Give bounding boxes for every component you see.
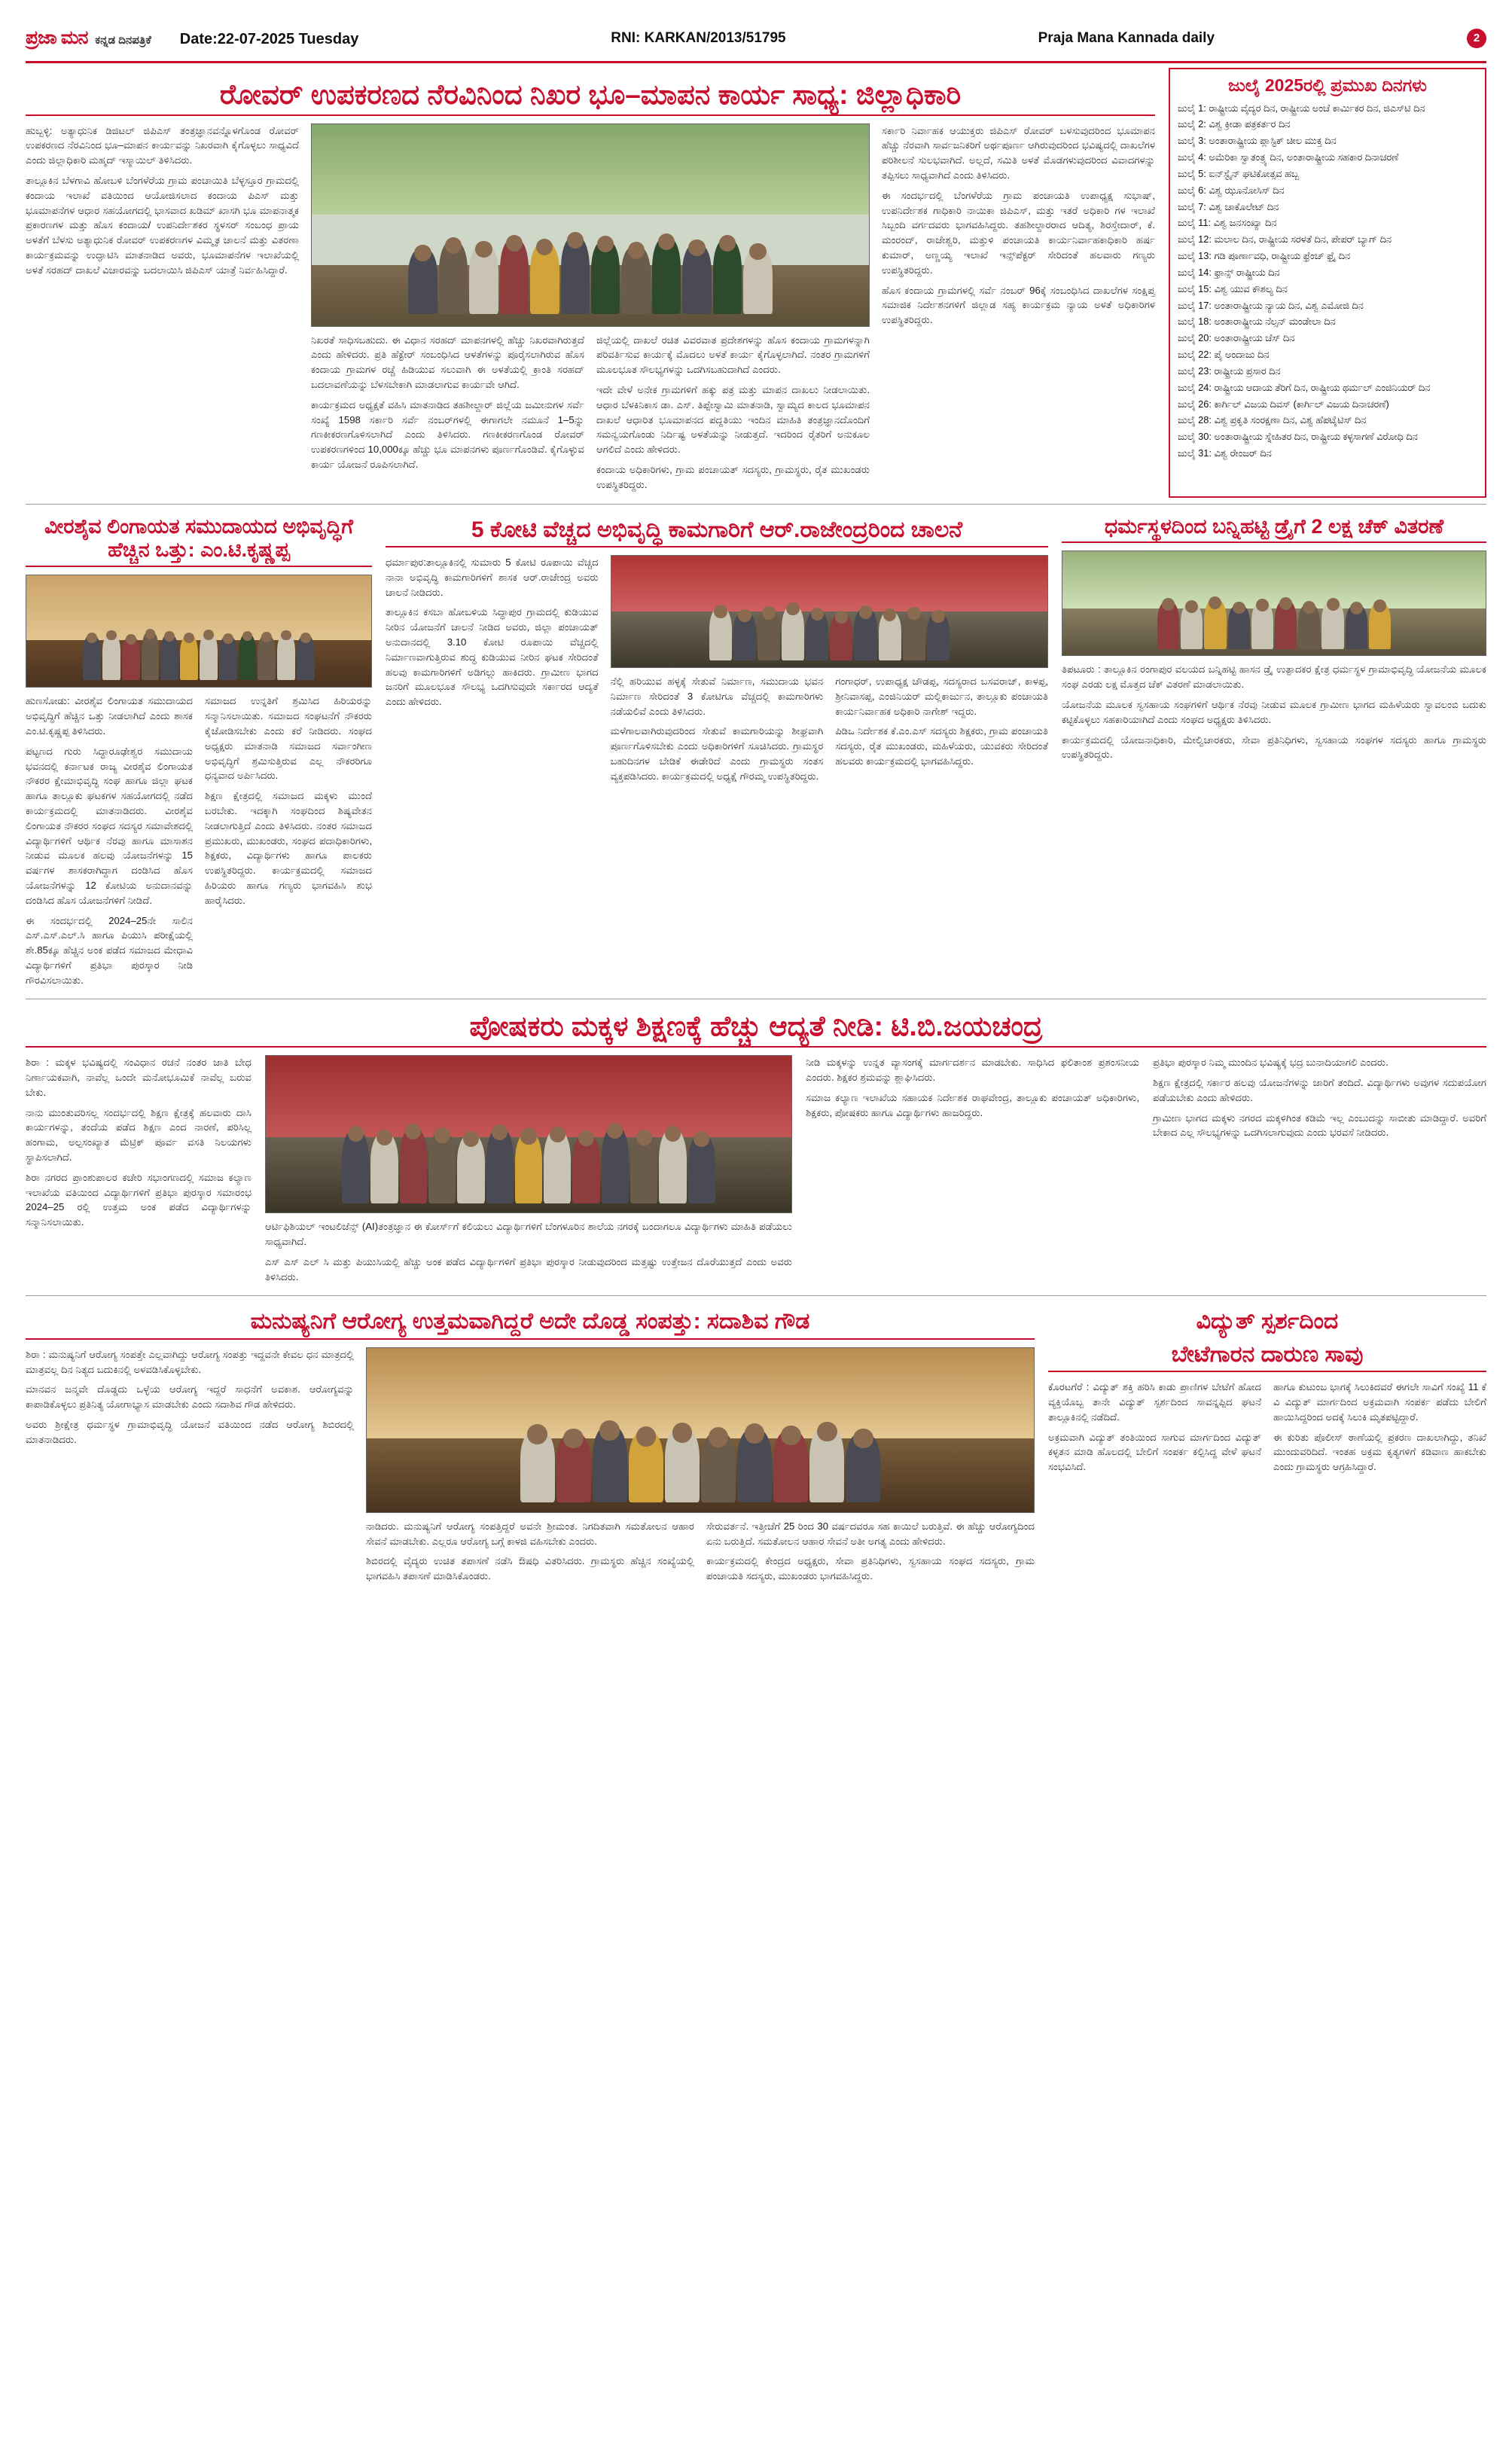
list-item: ಜುಲೈ 15: ವಿಶ್ವ ಯುವ ಕೌಶಲ್ಯ ದಿನ	[1178, 282, 1288, 294]
five-crore-para: ಮಳೆಗಾಲವಾಗಿರುವುದರಿಂದ ಸೇತುವೆ ಕಾಮಗಾರಿಯನ್ನು ಶೀಘ್ರವಾಗಿ ಪೂರ್ಣಗೊಳಿಸಬೇಕು ಎಂದು ಅಧಿಕಾರಿಗಳಿಗೆ ಸೂಚಿಸಿದರು. ಗ್ರಾಮಸ್ಥರ ಬಹುದಿನಗಳ ಬೇಡಿಕೆ ಈಡೇರಿದೆ ಎಂದು ಗ್ರಾಮಸ್ಥರು ಸಂತಸ ವ್ಯಕ್ತಪಡಿಸಿದರು. ಕಾರ್ಯಕ್ರಮದಲ್ಲಿ ಅಧ್ಯಕ್ಷೆ ಗೌರಮ್ಮ ಉಪಸ್ಥಿತರಿದ್ದರು.	[610, 725, 824, 782]
education-headline: ಪೋಷಕರು ಮಕ್ಕಳ ಶಿಕ್ಷಣಕ್ಕೆ ಹೆಚ್ಚು ಆದ್ಯತೆ ನೀಡಿ: ಟಿ.ಬಿ.ಜಯಚಂದ್ರ	[469, 1011, 1043, 1042]
lingayat-story	[26, 511, 372, 993]
lead-para: ಜಿಲ್ಲೆಯಲ್ಲಿ ದಾಖಲೆ ರಚಿತ ವಿವರವಾತ ಪ್ರದೇಶಗಳನ್ನು ಹೊಸ ಕಂದಾಯ ಗ್ರಾಮಗಳನ್ನಾಗಿ ಪರಿವರ್ತಿಸುವ ಕಾರ್ಯಕ್ಕೆ ಮೊದಲು ಅಳತೆ ಕಾರ್ಯ ಕೈಗೊಳ್ಳಲಾಗಿದೆ. ನಂತರ ಗ್ರಾಮಗಳಿಗೆ ಮೂಲಭೂತ ಸೌಲಭ್ಯಗಳನ್ನು ಒದಗಿಸಬಹುದಾಗಿದೆ ಎಂದರು.	[596, 334, 870, 376]
list-item: ಜುಲೈ 13: ಗಡಿ ಪೂರ್ಣಾವಧಿ, ರಾಷ್ಟ್ರೀಯ ಫ್ರೆಂಚ್ ಫ್ರೈ ದಿನ	[1178, 250, 1351, 262]
health-story	[26, 1302, 1035, 1589]
publication-logo-subtitle: ಕನ್ನಡ ದಿನಪತ್ರಿಕೆ	[95, 34, 151, 47]
list-item: ಜುಲೈ 24: ರಾಷ್ಟ್ರೀಯ ಆದಾಯ ತೆರಿಗೆ ದಿನ, ರಾಷ್ಟ್ರೀಯ ಥರ್ಮಲ್ ಎಂಜಿನಿಯರ್ ದಿನ	[1178, 381, 1431, 393]
lingayat-para: ಸಮಾಜದ ಉನ್ನತಿಗೆ ಶ್ರಮಿಸಿದ ಹಿರಿಯರನ್ನು ಸನ್ಮಾನಿಸಲಾಯಿತು. ಸಮಾಜದ ಸಂಘಟನೆಗೆ ನೌಕರರು ಕೈಜೋಡಿಸಬೇಕು ಎಂದು ಕರೆ ನೀಡಿದರು. ಸಂಘದ ಅಧ್ಯಕ್ಷರು ಮಾತನಾಡಿ ಸಮಾಜದ ಸರ್ವಾಂಗೀಣ ಅಭಿವೃದ್ಧಿಗೆ ಶ್ರಮಿಸುತ್ತಿರುವ ಎಲ್ಲ ನೌಕರರಿಗೂ ಧನ್ಯವಾದ ಅರ್ಪಿಸಿದರು.	[205, 695, 372, 782]
top-section	[26, 68, 1486, 498]
list-item: ಜುಲೈ 1: ರಾಷ್ಟ್ರೀಯ ವೈದ್ಯರ ದಿನ, ರಾಷ್ಟ್ರೀಯ ಅಂಚೆ ಕಾರ್ಮಿಕರ ದಿನ, ಜಿಎಸ್‌ಟಿ ದಿನ	[1178, 102, 1425, 114]
publication-title: Praja Mana Kannada daily	[1038, 29, 1215, 46]
divider	[26, 1338, 1035, 1340]
temple-photo	[1062, 551, 1486, 656]
list-item: ಜುಲೈ 31: ವಿಶ್ವ ರೇಂಜರ್ ದಿನ	[1178, 447, 1272, 459]
lingayat-para: ಪಟ್ಟಣದ ಗುರು ಸಿದ್ಧಾರೂಢೇಶ್ವರ ಸಮುದಾಯ ಭವನದಲ್ಲಿ ಕರ್ನಾಟಕ ರಾಜ್ಯ ವೀರಶೈವ ಲಿಂಗಾಯತ ನೌಕರರ ಕ್ಷೇಮಾಭಿವೃದ್ಧಿ ಸಂಘ ಹಾಗೂ ಜಿಲ್ಲಾ ಘಟಕ ಹಾಗೂ ತಾಲ್ಲೂಕು ಘಟಕಗಳ ಸಹಯೋಗದಲ್ಲಿ ನಡೆದ ಕಾರ್ಯಕ್ರಮದಲ್ಲಿ ಮಾತನಾಡಿದರು. ವೀರಶೈವ ಲಿಂಗಾಯತ ನೌಕರರ ಸಂಘದ ಸದಸ್ಯರ ಸಮಾವೇಶದಲ್ಲಿ ವಿದ್ಯಾರ್ಥಿಗಳಿಗೆ ಆರ್ಥಿಕ ನೆರವು ಹಾಗೂ ಮಾಸಾಶನ ನೀಡುವ ಮೂಲಕ ಹಲವು ಯೋಜನೆಗಳನ್ನು 15 ವರ್ಷಗಳ ಶಾಸಕರಾಗಿದ್ದಾಗ ದಂಡಿಸಿದ ಹೊಸ ಯೋಜನೆಗಳನ್ನು 12 ಕೋಟಿಯ ಅನುದಾನವನ್ನು ದಂಡಿಸಿದ ಹೊಸ ಯೋಜನೆಗಳಿಗೆ ನೀಡಿದೆ.	[26, 745, 193, 906]
divider	[1048, 1371, 1486, 1372]
list-item: ಜುಲೈ 4: ಅಮೆರಿಕಾ ಸ್ವಾತಂತ್ರ್ಯ ದಿನ, ಅಂತಾರಾಷ್ಟ್ರೀಯ ಸಹಕಾರ ದಿನಾಚರಣೆ	[1178, 151, 1399, 163]
divider	[26, 504, 1486, 505]
list-item: ಜುಲೈ 30: ಅಂತಾರಾಷ್ಟ್ರೀಯ ಸ್ನೇಹಿತರ ದಿನ, ರಾಷ್ಟ್ರೀಯ ಕಳ್ಳಸಾಗಣೆ ವಿರೋಧಿ ದಿನ	[1178, 431, 1418, 443]
divider	[26, 114, 1155, 116]
education-para: ಶಿಕ್ಷಣ ಕ್ಷೇತ್ರದಲ್ಲಿ ಸರ್ಕಾರ ಹಲವು ಯೋಜನೆಗಳನ್ನು ಜಾರಿಗೆ ತಂದಿದೆ. ವಿದ್ಯಾರ್ಥಿಗಳು ಅವುಗಳ ಸದುಪಯೋಗ ಪಡೆಯಬೇಕು ಎಂದು ಹೇಳಿದರು.	[1153, 1076, 1486, 1103]
lead-para: ಹೊಸ ಕಂದಾಯ ಗ್ರಾಮಗಳಲ್ಲಿ ಸರ್ವೆ ನಂಬರ್ 96ಕ್ಕೆ ಸಂಬಂಧಿಸಿದ ದಾಖಲೆಗಳ ಸಂಕ್ಷಿಪ್ತ ಸಮಾಜಿಕ ನಿರ್ದೇಶನಗಳಿಗೆ ಜಿಲ್ಲಾಡ ಸಹ್ಯ ಕಾರ್ಯಕ್ರಮ ನ್ಯಾಯ ಅಳತೆ ಅಧಿಕಾರಿಗಳ ಉಪಸ್ಥಿತರಿದ್ದರು.	[882, 284, 1155, 326]
lead-column-4	[882, 124, 1155, 498]
education-para: ಶಿರಾ ನಗರದ ಪ್ರಾಂಶುಪಾಲರ ಕಚೇರಿ ಸಭಾಂಗಣದಲ್ಲಿ ಸಮಾಜ ಕಲ್ಯಾಣ ಇಲಾಖೆಯ ವತಿಯಿಂದ ವಿದ್ಯಾರ್ಥಿಗಳಿಗೆ ಪ್ರತಿಭಾ ಪುರಸ್ಕಾರ ಸಮಾರಂಭ 2024–25 ರಲ್ಲಿ ಉತ್ತಮ ಅಂಕ ಪಡೆದ ವಿದ್ಯಾರ್ಥಿಗಳನ್ನು ಸನ್ಮಾನಿಸಲಾಯಿತು.	[26, 1171, 251, 1228]
health-para: ಮಾನವನ ಜನ್ಮವೇ ದೊಡ್ಡದು ಒಳ್ಳೆಯ ಆರೋಗ್ಯ ಇದ್ದರೆ ಸಾಧನೆಗೆ ಅವಕಾಶ. ಆರೋಗ್ಯವನ್ನು ಕಾಪಾಡಿಕೊಳ್ಳಲು ಪ್ರತಿನಿತ್ಯ ಯೋಗಾಭ್ಯಾಸ ಮಾಡಬೇಕು ಎಂದು ಸದಾಶಿವ ಗೌಡ ಹೇಳಿದರು.	[26, 1383, 354, 1411]
lingayat-para: ಶಿಕ್ಷಣ ಕ್ಷೇತ್ರದಲ್ಲಿ ಸಮಾಜದ ಮಕ್ಕಳು ಮುಂದೆ ಬರಬೇಕು. ಇದಕ್ಕಾಗಿ ಸಂಘದಿಂದ ಶಿಷ್ಯವೇತನ ನೀಡಲಾಗುತ್ತಿದೆ ಎಂದು ತಿಳಿಸಿದರು. ನಂತರ ಸಮಾಜದ ಪ್ರಮುಖರು, ಮುಖಂಡರು, ಸಂಘದ ಪದಾಧಿಕಾರಿಗಳು, ಶಿಕ್ಷಕರು, ವಿದ್ಯಾರ್ಥಿಗಳು ಹಾಗೂ ಪಾಲಕರು ಉಪಸ್ಥಿತರಿದ್ದರು. ಕಾರ್ಯಕ್ರಮದಲ್ಲಿ ಸಮಾಜದ ಹಿರಿಯರು ಹಾಗೂ ಗಣ್ಯರು ಭಾಗವಹಿಸಿ ಶುಭ ಹಾರೈಸಿದರು.	[205, 790, 372, 906]
education-para: ಸಮಾಜ ಕಲ್ಯಾಣ ಇಲಾಖೆಯ ಸಹಾಯಕ ನಿರ್ದೇಶಕ ರಾಘವೇಂದ್ರ, ತಾಲ್ಲೂಕು ಪಂಚಾಯತ್ ಅಧಿಕಾರಿಗಳು, ಶಿಕ್ಷಕರು, ಪೋಷಕರು ಹಾಗೂ ವಿದ್ಯಾರ್ಥಿಗಳು ಹಾಜರಿದ್ದರು.	[806, 1091, 1139, 1118]
list-item: ಜುಲೈ 11: ವಿಶ್ವ ಜನಸಂಖ್ಯಾ ದಿನ	[1178, 217, 1277, 229]
lead-column-2	[311, 124, 870, 498]
education-story	[26, 1010, 1486, 1289]
list-item: ಜುಲೈ 6: ವಿಶ್ವ ಝೂನೋಸಿಸ್ ದಿನ	[1178, 184, 1285, 196]
five-crore-para: ಗಂಗಾಧರ್, ಉಪಾಧ್ಯಕ್ಷ ಚೌಡಪ್ಪ, ಸದಸ್ಯರಾದ ಬಸವರಾಜ್, ಕಾಳಪ್ಪ, ಶ್ರೀನಿವಾಸಪ್ಪ, ಎಂಜಿನಿಯರ್ ಮಲ್ಲಿಕಾರ್ಜುನ, ತಾಲ್ಲೂಕು ಪಂಚಾಯತಿ ಕಾರ್ಯನಿರ್ವಾಹಕ ಅಧಿಕಾರಿ ನಾಗೇಶ್ ಇದ್ದರು.	[835, 676, 1048, 717]
list-item: ಜುಲೈ 5: ಐನ್‌ಸ್ಟೈನ್ ಘಟಿಕೋತ್ಸವ ಹಬ್ಬ	[1178, 167, 1300, 179]
lead-headline: ರೋವರ್ ಉಪಕರಣದ ನೆರವಿನಿಂದ ನಿಖರ ಭೂ–ಮಾಪನ ಕಾರ್ಯ ಸಾಧ್ಯ: ಜಿಲ್ಲಾಧಿಕಾರಿ	[219, 79, 962, 110]
list-item: ಜುಲೈ 12: ಮಲಾಲ ದಿನ, ರಾಷ್ಟ್ರೀಯ ಸರಳತೆ ದಿನ, ಪೇಪರ್ ಬ್ಯಾಗ್ ದಿನ	[1178, 233, 1392, 246]
important-days-list	[1178, 101, 1477, 461]
five-crore-photo	[611, 555, 1048, 668]
lead-para: ಕಂದಾಯ ಅಧಿಕಾರಿಗಳು, ಗ್ರಾಮ ಪಂಚಾಯತ್ ಸದಸ್ಯರು, ಗ್ರಾಮಸ್ಥರು, ರೈತ ಮುಖಂಡರು ಉಪಸ್ಥಿತರಿದ್ದರು.	[596, 464, 870, 490]
electric-para: ಹಾಗೂ ಕುಟುಂಬ ಭಾಗಕ್ಕೆ ಸಿಲುಕಿದವರೆ ಈಗಲೇ ಸಾವಿಗೆ ಸಂಖ್ಯೆ 11 ಕೆ ವಿ ವಿದ್ಯುತ್ ಮಾರ್ಗದಿಂದ ಅಕ್ರಮವಾಗಿ ಸಂಪರ್ಕ ಪಡೆದು ಬೇಲಿಗೆ ಹಾಯಿಸಿದ್ದರಿಂದ ಅದಕ್ಕೆ ಸಿಲುಕಿ ಮೃತಪಟ್ಟಿದ್ದಾರೆ.	[1273, 1381, 1486, 1423]
education-para: ಎಸ್ ಎಸ್ ಎಲ್ ಸಿ ಮತ್ತು ಪಿಯುಸಿಯಲ್ಲಿ ಹೆಚ್ಚು ಅಂಕ ಪಡೆದ ವಿದ್ಯಾರ್ಥಿಗಳಿಗೆ ಪ್ರತಿಭಾ ಪುರಸ್ಕಾರ ನೀಡುವುದರಿಂದ ಮತ್ತಷ್ಟು ಉತ್ತೇಜನ ದೊರೆಯುತ್ತದೆ ಎಂದು ಅವರು ತಿಳಿಸಿದರು.	[265, 1255, 792, 1283]
five-crore-para: ಧರ್ಮಾಪುರ:ತಾಲ್ಲೂಕಿನಲ್ಲಿ ಸುಮಾರು 5 ಕೋಟಿ ರೂಪಾಯಿ ವೆಚ್ಚದ ನಾನಾ ಅಭಿವೃದ್ಧಿ ಕಾಮಗಾರಿಗಳಿಗೆ ಶಾಸಕ ಆರ್.ರಾಜೇಂದ್ರ ಅವರು ಚಾಲನೆ ನೀಡಿದರು.	[386, 557, 599, 598]
list-item: ಜುಲೈ 23: ರಾಷ್ಟ್ರೀಯ ಪ್ರಸಾರ ದಿನ	[1178, 364, 1281, 377]
temple-para: ಯೋಜನೆಯ ಮೂಲಕ ಸ್ವಸಹಾಯ ಸಂಘಗಳಿಗೆ ಆರ್ಥಿಕ ನೆರವು ನೀಡುವ ಮೂಲಕ ಗ್ರಾಮೀಣ ಭಾಗದ ಮಹಿಳೆಯರು ಸ್ವಾವಲಂಬಿ ಬದುಕು ಕಟ್ಟಿಕೊಳ್ಳಲು ಸಹಕಾರಿಯಾಗಿದೆ ಎಂದು ಸಂಘದ ಅಧ್ಯಕ್ಷರು ತಿಳಿಸಿದರು.	[1062, 699, 1486, 725]
list-item: ಜುಲೈ 14: ಫ್ರಾನ್ಸ್ ರಾಷ್ಟ್ರೀಯ ದಿನ	[1178, 266, 1280, 278]
divider	[386, 546, 1048, 547]
health-column-2	[366, 1347, 1035, 1589]
health-para: ಕಾರ್ಯಕ್ರಮದಲ್ಲಿ ಕೇಂದ್ರದ ಅಧ್ಯಕ್ಷರು, ಸೇವಾ ಪ್ರತಿನಿಧಿಗಳು, ಸ್ವಸಹಾಯ ಸಂಘದ ಸದಸ್ಯರು, ಗ್ರಾಮ ಪಂಚಾಯತಿ ಸದಸ್ಯರು, ಮುಖಂಡರು ಭಾಗವಹಿಸಿದ್ದರು.	[706, 1555, 1035, 1582]
five-crore-para: ತಾಲ್ಲೂಕಿನ ಕಸಬಾ ಹೋಬಳಿಯ ಸಿದ್ಧಾಪುರ ಗ್ರಾಮದಲ್ಲಿ ಕುಡಿಯುವ ನೀರಿನ ಯೋಜನೆಗೆ ಚಾಲನೆ ನೀಡಿದ ಅವರು, ಜಿಲ್ಲಾ ಪಂಚಾಯತ್ ಅನುದಾನದಲ್ಲಿ 3.10 ಕೋಟಿ ರೂಪಾಯಿ ವೆಚ್ಚದಲ್ಲಿ ನಿರ್ಮಾಣವಾಗುತ್ತಿರುವ ಶುದ್ಧ ಕುಡಿಯುವ ನೀರಿನ ಘಟಕ ಸೇರಿದಂತೆ ಹಲವು ಕಾಮಗಾರಿಗಳಿಗೆ ಅಡಿಗಲ್ಲು ಹಾಕಿದರು. ಗ್ರಾಮೀಣ ಭಾಗದ ಜನರಿಗೆ ಮೂಲಭೂತ ಸೌಲಭ್ಯ ಒದಗಿಸುವುದೇ ಸರ್ಕಾರದ ಆದ್ಯತೆ ಎಂದು ಹೇಳಿದರು.	[386, 606, 599, 708]
divider	[1062, 541, 1486, 543]
list-item: ಜುಲೈ 18: ಅಂತಾರಾಷ್ಟ್ರೀಯ ನೆಲ್ಸನ್ ಮಂಡೇಲಾ ದಿನ	[1178, 316, 1336, 328]
lead-story	[26, 68, 1155, 498]
education-column-2	[265, 1055, 792, 1289]
health-column-1	[26, 1347, 354, 1589]
lingayat-para: ಈ ಸಂದರ್ಭದಲ್ಲಿ 2024–25ನೇ ಸಾಲಿನ ಎಸ್.ಎಸ್.ಎಲ್.ಸಿ ಹಾಗೂ ಪಿಯುಸಿ ಪರೀಕ್ಷೆಯಲ್ಲಿ ಶೇ.85ಕ್ಕೂ ಹೆಚ್ಚಿನ ಅಂಕ ಪಡೆದ ಸಮಾಜದ ಮೇಧಾವಿ ವಿದ್ಯಾರ್ಥಿಗಳಿಗೆ ಪ್ರತಿಭಾ ಪುರಸ್ಕಾರ ನೀಡಿ ಗೌರವಿಸಲಾಯಿತು.	[26, 914, 193, 986]
electric-death-story	[1048, 1302, 1486, 1589]
five-crore-headline: 5 ಕೋಟಿ ವೆಚ್ಚದ ಅಭಿವೃದ್ಧಿ ಕಾಮಗಾರಿಗೆ ಆರ್.ರಾಜೇಂದ್ರರಿಂದ ಚಾಲನೆ	[471, 517, 963, 542]
list-item: ಜುಲೈ 20: ಅಂತಾರಾಷ್ಟ್ರೀಯ ಚೆಸ್ ದಿನ	[1178, 332, 1295, 344]
lead-para: ತಾಲ್ಲೂಕಿನ ಬೆಳಗಾವಿ ಹೋಬಳಿ ಬೆಂಗಳೆರೆಯ ಗ್ರಾಮ ಪಂಚಾಯಿತಿ ಬೆಳ್ಳಸ್ತೂರ ಗ್ರಾಮದಲ್ಲಿ ಕಂದಾಯ ಇಲಾಖೆ ವತಿಯಿಂದ ಆಯೋಜಿಸಲಾದ ಕಂದಾಯ ಪಿಎಸ್ ಮತ್ತು ಭೂಮಾಪನೆಗಳ ಆಧಾರ ಸಹಯೋಗದಲ್ಲಿ ಭಾಸವಾದ ಖಡಿಮ್ ಖಾಸಗಿ ಭೂ ಮಾಪನಾತ್ಮಕ ಪ್ರಕಾರಣಗಳ ಮತ್ತು ಹೊಸ ಕಂದಾಯ/ ಉಪನಿರ್ದೇಶಕರ ಸ್ಥಳಸರ್ ಸಂಬಂಧ ಪ್ರಾಯ ಅಳತೆಗೆ ಬೆಳಸು ಅತ್ಯಾಧುನಿಕ ರೋವರ್ ಉಪಕರಣಗಳ ವಿಮ್ಮೃತ ಚಾಲನೆ ಮತ್ತು ವಿತರಣಾ ಕಾರ್ಯಕ್ರಮವನ್ನು ಉದ್ಘಾಟಿಸಿ ಮಾತನಾಡಿದ ಅವರು, ಭೂಮಾಪನೆಗಳ ಇಲಾಖೆಯಲ್ಲಿ ಅಳತೆ ಸರಹದ್ ದಾಖಲೆ ವಿಚಾರವನ್ನು ಬದಲಾಯಿಸಿ ಜಿಪಿಎಸ್ ಯಾತ್ರೆ ನಿರ್ವಹಿಸಿದ್ದಾರೆ.	[26, 175, 299, 276]
lead-photo	[311, 124, 870, 327]
lead-para: ನಿಖರತೆ ಸಾಧಿಸಬಹುದು. ಈ ವಿಧಾನ ಸರಹದ್ ಮಾಪನಗಳಲ್ಲಿ ಹೆಚ್ಚು ನಿಖರವಾಗಿರುತ್ತದೆ ಎಂದು ಹೇಳಿದರು. ಪ್ರತಿ ಹೆಕ್ಟೇರ್ ಸಂಬಂಧಿಸಿದ ಆಳತೆಗಳನ್ನು ಪೂರೈಸಲಾಗಿರುವ ಹೊಸ ಕಂದಾಯ ಗ್ರಾಮಗಳ ರಚ್ಚೆ ಹಿಡಿಯುವ ಸಲುವಾಗಿ ಈ ಅಳತೆಯಲ್ಲಿ ಕ್ರಾಂತಿ ಸರಹದ್ ಬದಲಾವಣೆಯನ್ನು ಬೆಳಸಬೇಕಾಗಿ ಮಾಡಲಾಗುವ ಕಾರ್ಯವೇ ಆಗಿದೆ.	[311, 334, 584, 391]
electric-headline-line2: ಬೇಟೆಗಾರನ ದಾರುಣ ಸಾವು	[1171, 1341, 1364, 1367]
list-item: ಜುಲೈ 28: ವಿಶ್ವ ಪ್ರಕೃತಿ ಸಂರಕ್ಷಣಾ ದಿನ, ವಿಶ್ವ ಹೆಪಟೈಟಿಸ್ ದಿನ	[1178, 414, 1367, 426]
electric-para: ಈ ಕುರಿತು ಪೊಲೀಸ್ ಠಾಣೆಯಲ್ಲಿ ಪ್ರಕರಣ ದಾಖಲಾಗಿದ್ದು, ತನಿಖೆ ಮುಂದುವರಿದಿದೆ. ಇಂತಹ ಅಕ್ರಮ ಕೃತ್ಯಗಳಿಗೆ ಕಡಿವಾಣ ಹಾಕಬೇಕು ಎಂದು ಗ್ರಾಮಸ್ಥರು ಆಗ್ರಹಿಸಿದ್ದಾರೆ.	[1273, 1431, 1486, 1473]
health-para: ಅವರು ಶ್ರೀಕ್ಷೇತ್ರ ಧರ್ಮಸ್ಥಳ ಗ್ರಾಮಾಭಿವೃದ್ಧಿ ಯೋಜನೆ ವತಿಯಿಂದ ನಡೆದ ಆರೋಗ್ಯ ಶಿಬಿರದಲ್ಲಿ ಮಾತನಾಡಿದರು.	[26, 1418, 354, 1445]
education-para: ಗ್ರಾಮೀಣ ಭಾಗದ ಮಕ್ಕಳು ನಗರದ ಮಕ್ಕಳಿಗಿಂತ ಕಡಿಮೆ ಇಲ್ಲ ಎಂಬುದನ್ನು ಸಾಬೀತು ಮಾಡಿದ್ದಾರೆ. ಅವರಿಗೆ ಬೇಕಾದ ಎಲ್ಲ ಸೌಲಭ್ಯಗಳನ್ನು ಒದಗಿಸಲಾಗುವುದು ಎಂದು ಭರವಸೆ ನೀಡಿದರು.	[1153, 1112, 1486, 1139]
lead-para: ಈ ಸಂದರ್ಭದಲ್ಲಿ ಬೆಂಗಳೆರೆಯ ಗ್ರಾಮ ಪಂಚಾಯತಿ ಉಪಾಧ್ಯಕ್ಷ ಸುಭಾಷ್, ಉಪನಿರ್ದೇಶಕ ಗಾಧಿಕಾರಿ ನಾಯಿಕಾ ಜಿಪಿಎಸ್, ಮತ್ತು ಇತರೆ ಅಧಿಕಾರಿ ಗಳ ಇಲಾಖೆ ಸಿಬ್ಬಂದಿ ವರ್ಗದವರು ಭಾಗವಹಿಸಿದ್ದರು. ತಹಶೀಲ್ದಾರರಾದ ಆದಿತ್ಯ, ಶಿರಸ್ತೇದಾರ್, ಕೆ. ಮಂರಂದ್, ರಾಜೇಶ್ವರಿ, ಮತ್ತುಳಿ ಪಂಚಾಯತಿ ಕಾರ್ಯನಿರ್ವಾಹಕಾಧಿಕಾರಿ ಹರ್ಷ ಕುಮಾರ್, ಅಣ್ಣಯ್ಯ ಇಲಾಖೆ ಇನ್ಸ್‌ಪೆಕ್ಟರ್ ಸೇರಿದಂತೆ ಹಲವಾರು ಗಣ್ಯರು ಉಪಸ್ಥಿತರಿದ್ದರು.	[882, 189, 1155, 276]
five-crore-story	[386, 511, 1048, 993]
lead-para: ಇದೇ ವೇಳೆ ಅನೇಕ ಗ್ರಾಮಗಳಿಗೆ ಹಕ್ಕು ಪತ್ರ ಮತ್ತು ಮಾಪನ ದಾಖಲು ನೀಡಲಾಯಿತು. ಆಧಾರ ಬೆಳಕಿನಿಕಾಸ ಡಾ. ಎಸ್. ತಿಪ್ಪೇಸ್ವಾಮಿ ಮಾತನಾಡಿ, ಸ್ವಾಮ್ಯದ ಕಾಲದ ಭೂಮಾಪನ ದಾಖಲೆ ಆಧಾರಿತ ಭೂಮಾಪನದ ಪದ್ದತಿಯು ಇಂದಿನ ಮಾಹಿತಿ ತಂತ್ರಜ್ಞಾನದೊಂದಿಗೆ ಸಮನ್ವಯಗೊಂಡು ನಿರ್ದಿಷ್ಟ ಅಳತೆಯನ್ನು ನೀಡುತ್ತದೆ. ಇದರಿಂದ ರೈತರಿಗೆ ಅನುಕೂಲ ಆಗಲಿದೆ ಎಂದು ಹೇಳಿದರು.	[596, 384, 870, 456]
education-column-3	[806, 1055, 1139, 1289]
divider	[26, 1046, 1486, 1048]
list-item: ಜುಲೈ 22: ಪೈ ಅಂದಾಜು ದಿನ	[1178, 349, 1270, 361]
health-para: ನಾಡಿದರು. ಮನುಷ್ಯನಿಗೆ ಆರೋಗ್ಯ ಸಂಪತ್ತಿದ್ದರೆ ಅವನೇ ಶ್ರೀಮಂತ. ನಿಗದಿತವಾಗಿ ಸಮತೋಲನ ಆಹಾರ ಸೇವನೆ ಮಾಡಬೇಕು. ಎಲ್ಲರೂ ಆರೋಗ್ಯ ಬಗ್ಗೆ ಕಾಳಜಿ ವಹಿಸಬೇಕು ಎಂದರು.	[366, 1520, 694, 1547]
lead-column-1	[26, 124, 299, 498]
education-photo	[265, 1055, 792, 1213]
electric-headline-line1: ವಿದ್ಯುತ್ ಸ್ಪರ್ಶದಿಂದ	[1196, 1309, 1339, 1334]
page-number-badge: 2	[1467, 29, 1486, 48]
electric-para: ಅಕ್ರಮವಾಗಿ ವಿದ್ಯುತ್ ತಂತಿಯಿಂದ ಸಾಗುವ ಮಾರ್ಗದಿಂದ ವಿದ್ಯುತ್ ಕಳ್ಳತನ ಮಾಡಿ ಹೊಲದಲ್ಲಿ ಬೇಲಿಗೆ ಸಂಪರ್ಕ ಕಲ್ಪಿಸಿದ್ದ ವೇಳೆ ಘಟನೆ ಸಂಭವಿಸಿದೆ.	[1048, 1431, 1261, 1473]
masthead-left	[26, 27, 358, 49]
masthead	[26, 21, 1486, 63]
rni-number: RNI: KARKAN/2013/51795	[611, 29, 786, 46]
five-crore-para: ಪಿಡಿಒ ನಿರ್ದೇಶಕ ಕೆ.ಎಂ.ಎಸ್ ಸದಸ್ಯರು ಶಿಕ್ಷಕರು, ಗ್ರಾಮ ಪಂಚಾಯತಿ ಸದಸ್ಯರು, ರೈತ ಮುಖಂಡರು, ಮಹಿಳೆಯರು, ಯುವಕರು ಸೇರಿದಂತೆ ಹಲವರು ಕಾರ್ಯಕ್ರಮದಲ್ಲಿ ಭಾಗವಹಿಸಿದ್ದರು.	[835, 725, 1048, 767]
health-para: ಸೇರುವರ್ತನೆ. ಇತ್ತೀಚೆಗೆ 25 ರಿಂದ 30 ವರ್ಷದವರೂ ಸಹ ಕಾಯಿಲೆ ಬರುತ್ತಿವೆ. ಈ ಹೆಚ್ಚು ಆರೋಗ್ಯದಿಂದ ಏನು ಬರುತ್ತಿದೆ. ಸಮತೋಲನ ಆಹಾರ ಸೇವನೆ ಅತೀ ಅಗತ್ಯ ಎಂದು ಹೇಳಿದರು.	[706, 1520, 1035, 1547]
education-para: ಆರ್ಟಿಫಿಶಿಯಲ್ ಇಂಟಲಿಜೆನ್ಸ್ (AI)ತಂತ್ರಜ್ಞಾನ ಈ ಕೋರ್ಸ್‌ಗೆ ಕಲಿಯಲು ವಿದ್ಯಾರ್ಥಿಗಳಿಗೆ ಬೆಂಗಳೂರಿನ ಶಾಲೆಯ ನಗರಕ್ಕೆ ಬಂದಾಗಲೂ ವಿದ್ಯಾರ್ಥಿಗಳು ಮಾಹಿತಿ ಪಡೆಯಲು ಸಾಧ್ಯವಾಗಿದೆ.	[265, 1221, 792, 1247]
important-days-box	[1169, 68, 1486, 498]
education-column-1	[26, 1055, 251, 1289]
lead-para: ಸರ್ಕಾರಿ ನಿರ್ವಾಹಕ ಆಯುಕ್ತರು ಜಿಪಿಎಸ್ ರೋವರ್ ಬಳಸುವುದರಿಂದ ಭೂಮಾಪನ ಹೆಚ್ಚು ನೆರವಾಗಿ ಸಾರ್ವಜನಿಕರಿಗೆ ಅರ್ಥಪೂರ್ಣ ಆಗಿರುವುದರಿಂದ ಭವಿಷ್ಯದಲ್ಲಿ ದಾಖಲೆಗಳ ಪರಿಶೀಲನೆ ಸುಲಭವಾಗಿದೆ. ಅಲ್ಲದೆ, ಸಮಿತಿ ಅಳತೆ ಮೊಡಗಳುವುದರಿಂದ ವಿವಾದಗಳನ್ನು ತಪ್ಪಿಸಲು ಸಾಧ್ಯವಾಗಿದೆ ಎಂದು ತಿಳಿಸಿದರು.	[882, 124, 1155, 181]
list-item: ಜುಲೈ 7: ವಿಶ್ವ ಚಾಕೊಲೇಟ್ ದಿನ	[1178, 200, 1279, 212]
electric-column-2	[1273, 1380, 1486, 1480]
electric-para: ಕೊರಟಗೆರೆ : ವಿದ್ಯುತ್ ಶಕ್ತಿ ಹರಿಸಿ ಕಾಡು ಪ್ರಾಣಿಗಳ ಬೇಟೆಗೆ ಹೋದ ವ್ಯಕ್ತಿಯೊಬ್ಬ ತಾನೇ ವಿದ್ಯುತ್ ಸ್ಪರ್ಶದಿಂದ ಸಾವನ್ನಪ್ಪಿದ ಘಟನೆ ತಾಲ್ಲೂಕಿನಲ್ಲಿ ನಡೆದಿದೆ.	[1048, 1381, 1261, 1423]
lead-para: ಕಾರ್ಯಕ್ರಮದ ಅಧ್ಯಕ್ಷತೆ ವಹಿಸಿ ಮಾತನಾಡಿದ ತಹಶೀಲ್ದಾರ್ ಜಿಲ್ಲೆಯ ಜಮೀನುಗಳ ಸರ್ವೆ ಸಂಖ್ಯೆ 1598 ಸರ್ಕಾರಿ ಸರ್ವೆ ನಂಬರ್‌ಗಳಲ್ಲಿ ಈಗಾಗಲೇ ನಮೂನೆ 1–5ನ್ನು ಗಣಕೀಕರಣಗೊಳಿಸಲಾಗಿದೆ ಎಂದು ತಿಳಿಸಿದರು. ಗಣಕೀಕರಣಗೊಂಡ ರೋವರ್ ಉಪಕರಣಗಳಿಂದ 10,000ಕ್ಕೂ ಹೆಚ್ಚು ಭೂ ಮಾಪನಗಳು ಪೂರ್ಣಗೊಂಡಿವೆ. ಕೈಗೊಳ್ಳುವ ಕಾರ್ಯ ಯೋಜನೆ ರೂಪಿಸಲಾಗಿದೆ.	[311, 398, 584, 471]
education-column-4	[1153, 1055, 1486, 1289]
lingayat-photo	[26, 575, 372, 688]
issue-date: Date:22-07-2025 Tuesday	[179, 31, 359, 47]
five-crore-para: ನೆಲ್ಲಿ ಹರಿಯುವ ಹಳ್ಳಕ್ಕೆ ಸೇತುವೆ ನಿರ್ಮಾಣ, ಸಮುದಾಯ ಭವನ ನಿರ್ಮಾಣ ಸೇರಿದಂತೆ 3 ಕೋಟಿಗೂ ವೆಚ್ಚದಲ್ಲಿ ಕಾಮಗಾರಿಗಳು ನಡೆಯಲಿವೆ ಎಂದು ತಿಳಿಸಿದರು.	[610, 676, 824, 717]
temple-para: ಕಾರ್ಯಕ್ರಮದಲ್ಲಿ ಯೋಜನಾಧಿಕಾರಿ, ಮೇಲ್ವಿಚಾರಕರು, ಸೇವಾ ಪ್ರತಿನಿಧಿಗಳು, ಸ್ವಸಹಾಯ ಸಂಘಗಳ ಸದಸ್ಯರು ಹಾಗೂ ಗ್ರಾಮಸ್ಥರು ಉಪಸ್ಥಿತರಿದ್ದರು.	[1062, 734, 1486, 761]
lead-columns	[26, 124, 1155, 498]
health-para: ಶಿರಾ : ಮನುಷ್ಯನಿಗೆ ಆರೋಗ್ಯ ಸಂಪತ್ತೇ ಎಲ್ಲವಾಗಿದ್ದು ಆರೋಗ್ಯ ಸಂಪತ್ತು ಇದ್ದವನೇ ಕೇವಲ ಧನ ಮಾತ್ರದಲ್ಲಿ ಮಾತ್ರವಲ್ಲ ದಿನ ನಿತ್ಯದ ಬದುಕಿನಲ್ಲಿ ಅಳವಡಿಸಿಕೊಳ್ಳಬೇಕು.	[26, 1348, 354, 1375]
middle-section	[26, 511, 1486, 993]
divider	[26, 1295, 1486, 1296]
lingayat-headline: ವೀರಶೈವ ಲಿಂಗಾಯತ ಸಮುದಾಯದ ಅಭಿವೃದ್ಧಿಗೆ ಹೆಚ್ಚಿನ ಒತ್ತು: ಎಂ.ಟಿ.ಕೃಷ್ಣಪ್ಪ	[44, 514, 353, 562]
list-item: ಜುಲೈ 26: ಕಾರ್ಗಿಲ್ ವಿಜಯ ದಿವಸ್ (ಕಾರ್ಗಿಲ್ ವಿಜಯ ದಿನಾಚರಣೆ)	[1178, 398, 1389, 410]
publication-logo: ಪ್ರಜಾ ಮನ	[26, 27, 88, 48]
lingayat-para: ಹುಣಸೋಡು: ವೀರಶೈವ ಲಿಂಗಾಯತ ಸಮುದಾಯದ ಅಭಿವೃದ್ಧಿಗೆ ಹೆಚ್ಚಿನ ಒತ್ತು ನೀಡಲಾಗಿದೆ ಎಂದು ಶಾಸಕ ಎಂ.ಟಿ.ಕೃಷ್ಣಪ್ಪ ತಿಳಿಸಿದರು.	[26, 695, 193, 737]
education-para: ನಾನು ಮುಂತುವರಿಸಲ್ಲ ಸಂದರ್ಭದಲ್ಲಿ ಶಿಕ್ಷಣ ಕ್ಷೇತ್ರಕ್ಕೆ ಹಲವಾರು ದಾಸಿ ಕಾರ್ಯಗಳನ್ನು, ತಂದೆಯ ಪಡೆದ ಶಿಕ್ಷಣ ಎಂದ ನಾರಣೆ, ಪರಿಸಿಲ್ಲ ಹಂಗಾಮ, ಅಲ್ಪಸಂಖ್ಯಾತ ಮೆಟ್ರಿಕ್ ಪೂರ್ವ ವಸತಿ ನಿಲಯಗಳು ಸ್ಥಾಪಿಸಲಾಗಿದೆ.	[26, 1106, 251, 1163]
health-para: ಶಿಬಿರದಲ್ಲಿ ವೈದ್ಯರು ಉಚಿತ ತಪಾಸಣೆ ನಡೆಸಿ ಔಷಧಿ ವಿತರಿಸಿದರು. ಗ್ರಾಮಸ್ಥರು ಹೆಚ್ಚಿನ ಸಂಖ್ಯೆಯಲ್ಲಿ ಭಾಗವಹಿಸಿ ತಪಾಸಣೆ ಮಾಡಿಸಿಕೊಂಡರು.	[366, 1555, 694, 1582]
education-para: ಪ್ರತಿಭಾ ಪುರಸ್ಕಾರ ನಿಮ್ಮ ಮುಂದಿನ ಭವಿಷ್ಯಕ್ಕೆ ಭದ್ರ ಬುನಾದಿಯಾಗಲಿ ಎಂದರು.	[1153, 1057, 1389, 1069]
temple-cheque-story	[1062, 511, 1486, 993]
list-item: ಜುಲೈ 3: ಅಂತಾರಾಷ್ಟ್ರೀಯ ಪ್ಲಾಸ್ಟಿಕ್ ಚೀಲ ಮುಕ್ತ ದಿನ	[1178, 135, 1337, 147]
important-days-title: ಜುಲೈ 2025ರಲ್ಲಿ ಪ್ರಮುಖ ದಿನಗಳು	[1228, 75, 1427, 95]
bottom-section	[26, 1302, 1486, 1589]
temple-cheque-headline: ಧರ್ಮಸ್ಥಳದಿಂದ ಬನ್ನಿಹಟ್ಟಿ ಡ್ರೈಗೆ 2 ಲಕ್ಷ ಚೆಕ್ ವಿತರಣೆ	[1104, 514, 1444, 538]
health-headline: ಮನುಷ್ಯನಿಗೆ ಆರೋಗ್ಯ ಉತ್ತಮವಾಗಿದ್ದರೆ ಅದೇ ದೊಡ್ಡ ಸಂಪತ್ತು: ಸದಾಶಿವ ಗೌಡ	[250, 1309, 810, 1334]
education-para: ನೀಡಿ ಮಕ್ಕಳನ್ನು ಉನ್ನತ ವ್ಯಾಸಂಗಕ್ಕೆ ಮಾರ್ಗದರ್ಶನ ಮಾಡಬೇಕು. ಸಾಧಿಸಿದ ಫಲಿತಾಂಶ ಪ್ರಶಂಸನೀಯ ಎಂದರು. ಶಿಕ್ಷಕರ ಶ್ರಮವನ್ನು ಶ್ಲಾಘಿಸಿದರು.	[806, 1057, 1139, 1083]
list-item: ಜುಲೈ 17: ಅಂತಾರಾಷ್ಟ್ರೀಯ ನ್ಯಾಯ ದಿನ, ವಿಶ್ವ ಎಮೋಜಿ ದಿನ	[1178, 299, 1364, 311]
electric-column-1	[1048, 1380, 1261, 1480]
lead-para: ಹುಬ್ಬಳ್ಳಿ: ಅತ್ಯಾಧುನಿಕ ಡಿಜಿಟಲ್ ಜಿಪಿಎಸ್ ತಂತ್ರಜ್ಞಾನವನ್ನೊಳಗೊಂಡ ರೋವರ್ ಉಪಕರಣದ ನೆರವಿನಿಂದ ಭೂ–ಮಾಪನ ಕಾರ್ಯವನ್ನು ನಿಖರವಾಗಿ ಕೈಗೊಳ್ಳಲು ಸಾಧ್ಯವಿದೆ ಎಂದು ಜಿಲ್ಲಾಧಿಕಾರಿ ಮಹ್ಮದ್ ಇಸ್ಮಾಯಿಲ್ ತಿಳಿಸಿದರು.	[26, 124, 299, 166]
temple-para: ತಿಪಟೂರು : ತಾಲ್ಲೂಕಿನ ರಂಗಾಪುರ ವಲಯದ ಬನ್ನಿಹಟ್ಟಿ ಹಾಸನ ಡ್ರೈ ಉತ್ಪಾದಕರ ಕ್ಷೇತ್ರ ಧರ್ಮಸ್ಥಳ ಗ್ರಾಮಾಭಿವೃದ್ಧಿ ಯೋಜನೆಯ ಮೂಲಕ ಸಂಘ ಎರಡು ಲಕ್ಷ ಮೊತ್ತದ ಚೆಕ್ ವಿತರಣೆ ಮಾಡಲಾಯಿತು.	[1062, 663, 1486, 691]
divider	[26, 566, 372, 567]
health-photo	[366, 1347, 1035, 1513]
list-item: ಜುಲೈ 2: ವಿಶ್ವ ಕ್ರೀಡಾ ಪತ್ರಕರ್ತರ ದಿನ	[1178, 118, 1291, 130]
education-para: ಶಿರಾ : ಮಕ್ಕಳ ಭವಿಷ್ಯದಲ್ಲಿ ಸಂವಿಧಾನ ರಚನೆ ನಂತರ ಜಾತಿ ಬೇಧ ನಿರ್ಣಾಯಕವಾಗಿ, ನಾವೆಲ್ಲ ಒಂದೇ ಮನೋಭೂಮಿಕೆ ನಾವೆಲ್ಲ ಬರುವ ಬೇಕು.	[26, 1057, 251, 1098]
